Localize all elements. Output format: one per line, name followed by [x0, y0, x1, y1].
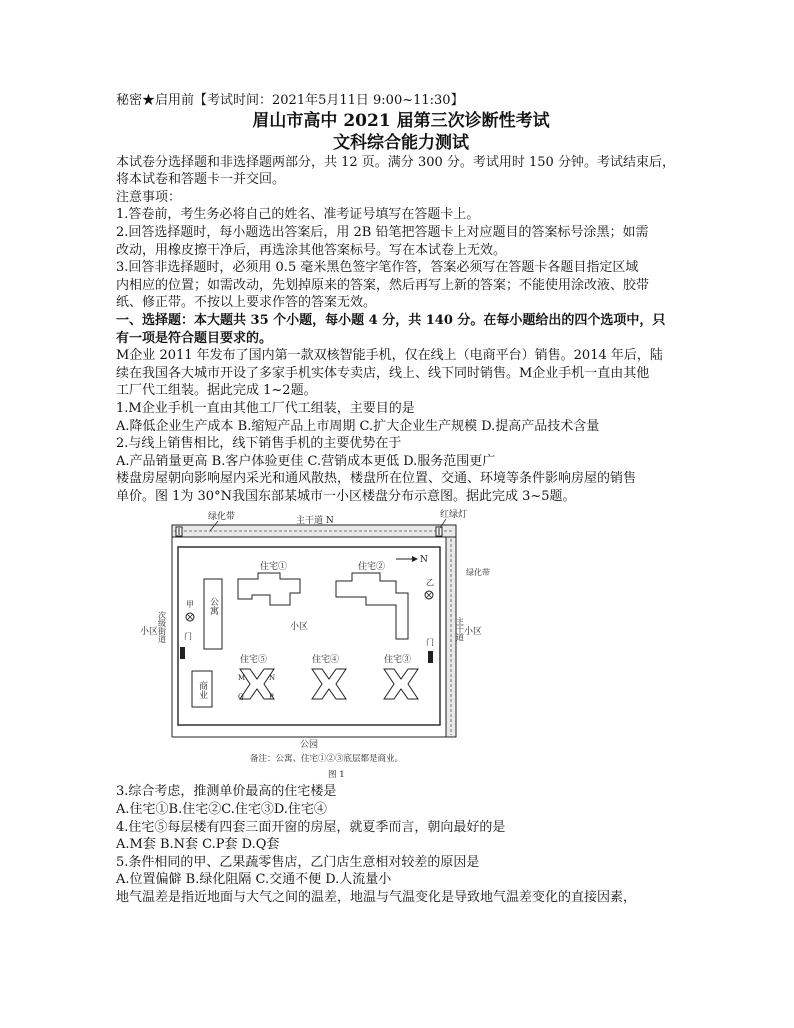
community-map-svg	[140, 509, 490, 781]
note-line-1: 1.答卷前，考生务必将自己的姓名、准考证号填写在答题卡上。	[116, 207, 480, 223]
community-right-label: 小区	[464, 627, 483, 638]
right-gate	[428, 651, 433, 663]
question-4: 4.住宅⑤每层楼有四套三面开窗的房屋，就夏季而言，朝向最好的是	[116, 819, 506, 835]
question-2: 2.与线上销售相比，线下销售手机的主要优势在于	[116, 436, 402, 452]
passage1-line-1: M企业 2011 年发布了国内第一款双核智能手机，仅在线上（电商平台）销售。2014 年后，陆	[116, 348, 663, 364]
passage2-line-2: 单价。图 1为 30°N我国东部某城市一小区楼盘分布示意图。据此完成 3~5题。	[116, 488, 576, 504]
question-4-options: A.M套 B.N套 C.P套 D.Q套	[116, 837, 280, 853]
right-gate-label: 门	[426, 638, 434, 648]
question-5-options: A.位置偏僻 B.绿化阻隔 C.交通不便 D.人流量小	[116, 872, 392, 888]
traffic-light-icon	[436, 527, 442, 536]
note-line-3: 改动，用橡皮擦干净后，再选涂其他答案标号。写在本试卷上无效。	[116, 242, 507, 258]
residence-4-building	[312, 669, 346, 699]
left-gate-label: 门	[184, 632, 192, 642]
figure-note: 备注：公寓、住宅①②③底层都是商业。	[250, 754, 404, 765]
main-road-n-label: 主干道 N	[296, 516, 334, 527]
commerce-label: 商业	[197, 681, 207, 700]
traffic-light-label: 红绿灯	[440, 510, 468, 521]
passage1-line-3: 工厂代工组装。据此完成 1~2题。	[116, 383, 317, 399]
residence-4-label: 住宅④	[312, 655, 340, 666]
figure-1-community-map	[116, 509, 686, 781]
park-label: 公园	[300, 740, 319, 751]
question-5: 5.条件相同的甲、乙果蔬零售店，乙门店生意相对较差的原因是	[116, 854, 480, 870]
passage2-line-1: 楼盘房屋朝向影响屋内采光和通风散热，楼盘所在位置、交通、环境等条件影响房屋的销售	[116, 471, 637, 487]
exam-page	[116, 92, 686, 907]
community-left-label: 小区	[140, 627, 159, 638]
question-2-options: A.产品销量更高 B.客户体验更佳 C.营销成本更低 D.服务范围更广	[116, 453, 496, 469]
green-belt-top-label: 绿化带	[208, 512, 236, 523]
passage1-line-2: 续在我国各大城市开设了多家手机实体专卖店，线上、线下同时销售。M企业手机一直由其他	[116, 365, 650, 381]
unit-p-label: P	[269, 693, 274, 702]
note-line-5: 内相应的位置；如需改动，先划掉原来的答案，然后再写上新的答案；不能使用涂改液、胶带	[116, 277, 650, 293]
community-center-label: 小区	[290, 622, 309, 633]
secondary-road-label: 次级街道	[157, 611, 167, 644]
confidential-header: 秘密★启用前【考试时间：2021年5月11日 9:00~11:30】	[116, 93, 464, 108]
question-3-options: A.住宅①B.住宅②C.住宅③D.住宅④	[116, 802, 327, 818]
shop-yi-icon	[425, 591, 433, 599]
residence-3-label: 住宅③	[384, 655, 412, 666]
intro-line-2: 将本试卷和答题卡一并交回。	[116, 172, 286, 188]
shop-jia-label: 甲	[186, 600, 194, 610]
figure-caption: 图 1	[328, 770, 345, 781]
shop-yi-label: 乙	[426, 578, 434, 588]
question-1-options: A.降低企业生产成本 B.缩短产品上市周期 C.扩大企业生产规模 D.提高产品技术含量	[116, 418, 600, 434]
section-heading-line-2: 有一项是符合题目要求的。	[116, 330, 273, 346]
section-heading-line-1: 一、选择题：本大题共 35 个小题，每小题 4 分，共 140 分。在每小题给出的四个选项中，只	[116, 312, 666, 328]
residence-5-label: 住宅⑤	[240, 655, 268, 666]
passage3-line-1: 地气温差是指近地面与大气之间的温差，地温与气温变化是导致地气温差变化的直接因素，	[116, 890, 637, 906]
shop-jia-icon	[186, 613, 194, 621]
note-line-2: 2.回答选择题时，每小题选出答案后，用 2B 铅笔把答题卡上对应题目的答案标号涂黑；如需	[116, 224, 649, 240]
residence-1-building	[238, 573, 300, 605]
note-line-6: 纸、修正带。不按以上要求作答的答案无效。	[116, 295, 377, 311]
main-road-right-label: 主干道	[455, 617, 465, 642]
green-belt-right-label: 绿化带	[466, 568, 490, 578]
residence-3-building	[384, 669, 418, 699]
unit-q-label: Q	[238, 693, 244, 702]
question-3: 3.综合考虑，推测单价最高的住宅楼是	[116, 784, 337, 800]
intro-line-1: 本试卷分选择题和非选择题两部分，共 12 页。满分 300 分。考试用时 150 分钟。考试结束后，	[116, 154, 675, 170]
notes-title: 注意事项：	[116, 189, 182, 205]
question-1: 1.M企业手机一直由其他工厂代工组装，主要目的是	[116, 400, 415, 416]
residence-1-label: 住宅①	[260, 562, 288, 573]
unit-n-label: N	[269, 674, 276, 683]
north-arrow-label: N	[420, 555, 428, 566]
exam-subtitle: 文科综合能力测试	[333, 132, 469, 153]
note-line-4: 3.回答非选择题时，必须用 0.5 毫米黑色签字笔作答，答案必须写在答题卡各题目指定区域	[116, 260, 639, 276]
residence-2-building	[336, 573, 408, 639]
exam-title: 眉山市高中 2021 届第三次诊断性考试	[252, 110, 550, 131]
apartment-label: 公寓	[208, 597, 218, 616]
residence-2-label: 住宅②	[358, 562, 386, 573]
left-gate	[180, 647, 185, 659]
north-arrow-icon	[396, 556, 418, 562]
unit-m-label: M	[238, 674, 246, 683]
traffic-light-icon	[176, 527, 182, 536]
